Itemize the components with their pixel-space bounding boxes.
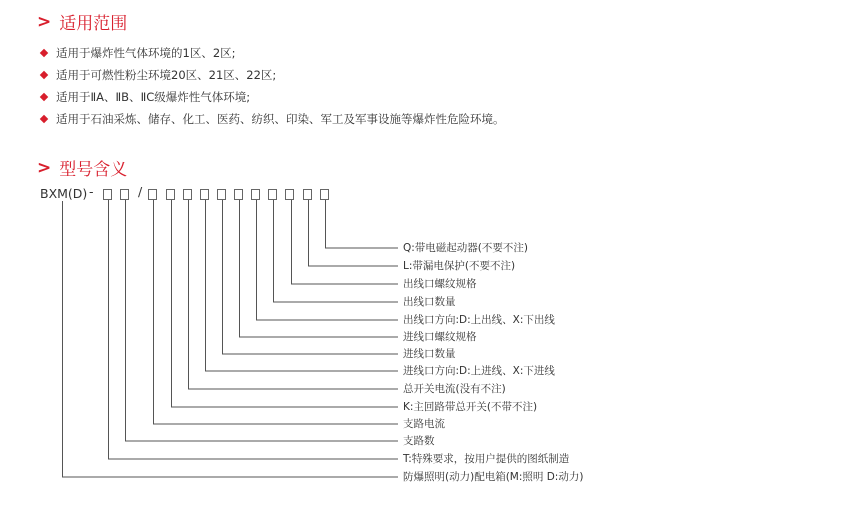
code-label-inlet-direction: 进线口方向:D:上进线、X:下进线 (403, 365, 555, 377)
code-label-inlet-thread: 进线口螺纹规格 (403, 331, 477, 343)
connector-line (109, 200, 399, 459)
code-label-branch-count: 支路数 (403, 435, 435, 447)
connector-line (206, 200, 399, 371)
code-label-t: T:特殊要求，按用户提供的图纸制造 (403, 453, 570, 465)
code-label-inlet-count: 进线口数量 (403, 348, 456, 360)
connector-line (326, 200, 399, 248)
code-label-k: K:主回路带总开关(不带不注) (403, 401, 538, 413)
model-dash: - (89, 184, 94, 199)
chevron-right-icon: > (37, 11, 52, 32)
scope-item-text: 适用于爆炸性气体环境的1区、2区; (56, 46, 236, 60)
connector-line (154, 200, 399, 424)
model-slash: / (138, 184, 143, 199)
connector-line (240, 200, 399, 337)
code-label-branch-current: 支路电流 (403, 418, 445, 430)
scope-item-text: 适用于可燃性粉尘环境20区、21区、22区; (56, 68, 277, 82)
scope-heading-text: 适用范围 (59, 14, 128, 34)
code-label-l: L:带漏电保护(不要不注) (403, 260, 516, 272)
code-label-q: Q:带电磁起动器(不要不注) (403, 242, 528, 254)
code-label-outlet-direction: 出线口方向:D:上出线、X:下出线 (403, 314, 555, 326)
code-label-outlet-count: 出线口数量 (403, 296, 456, 308)
code-label-outlet-thread: 出线口螺纹规格 (403, 278, 477, 290)
chevron-right-icon: > (37, 157, 52, 178)
code-label-main-switch-current: 总开关电流(没有不注) (403, 383, 506, 395)
scope-item-text: 适用于ⅡA、ⅡB、ⅡC级爆炸性气体环境; (56, 90, 251, 104)
model-heading-text: 型号含义 (59, 160, 128, 180)
connector-line (292, 200, 399, 284)
connector-line (223, 200, 399, 354)
code-label-type: 防爆照明(动力)配电箱(M:照明 D:动力) (403, 471, 584, 483)
connector-line (189, 200, 399, 389)
connector-line (274, 200, 399, 302)
model-prefix-text: BXM(D) (40, 185, 88, 201)
connector-line (63, 201, 399, 477)
scope-item-text: 适用于石油采炼、储存、化工、医药、纺织、印染、军工及军事设施等爆炸性危险环境。 (56, 112, 505, 126)
connector-line (309, 200, 399, 266)
